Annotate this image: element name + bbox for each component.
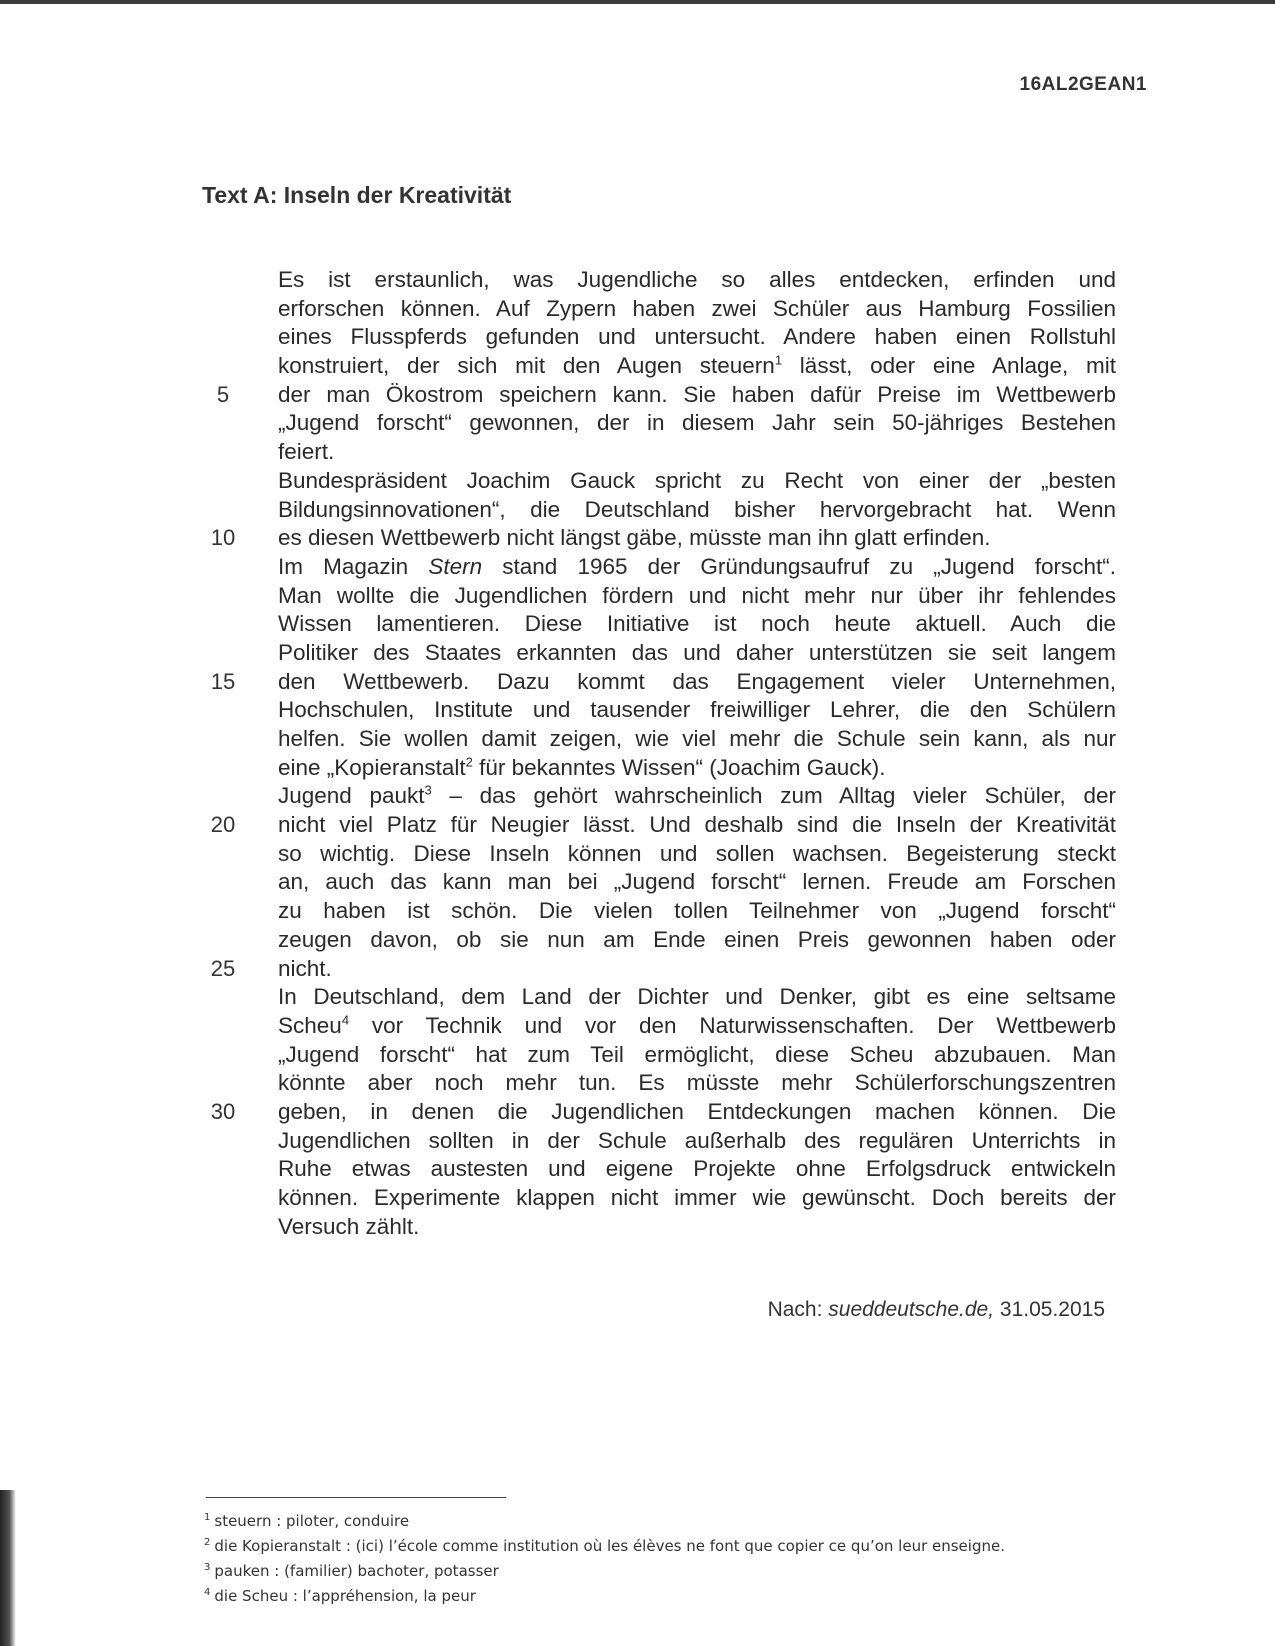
- text-run: zeugen davon, ob sie nun am Ende einen Preis gewonnen haben oder: [278, 926, 1116, 952]
- footnote: [204, 1584, 1154, 1609]
- footnote: [204, 1534, 1154, 1559]
- text-run: „Jugend forscht“ hat zum Teil ermöglicht, diese Scheu abzubauen. Man: [278, 1041, 1116, 1067]
- line-text: [278, 1012, 1116, 1041]
- line-text: [278, 496, 1116, 525]
- line-text: [278, 868, 1116, 897]
- text-run: „Jugend forscht“ gewonnen, der in diesem Jahr sein 50-jähriges Bestehen: [278, 410, 1116, 436]
- line-text: [278, 897, 1116, 926]
- text-line: [198, 582, 1118, 611]
- text-run: helfen. Sie wollen damit zeigen, wie viel mehr die Schule sein kann, als nur: [278, 726, 1116, 751]
- line-text: [278, 553, 1116, 582]
- text-run: nicht viel Platz für Neugier lässt. Und deshalb sind die Inseln der Kreativität: [278, 812, 1116, 838]
- text-line: [198, 1098, 1118, 1127]
- text-line: [198, 1213, 1118, 1242]
- line-text: [278, 610, 1116, 639]
- text-line: [198, 266, 1118, 295]
- text-line: [198, 323, 1118, 352]
- text-run: Versuch zählt.: [278, 1213, 420, 1239]
- article-body: [198, 266, 1118, 1241]
- scan-top-edge: [0, 0, 1275, 4]
- line-text: [278, 295, 1116, 324]
- text-line: [198, 955, 1118, 984]
- footnote: [204, 1559, 1154, 1584]
- text-run: – das gehört wahrscheinlich zum Alltag vieler Schüler, der: [431, 783, 1116, 809]
- text-run: Bundespräsident Joachim Gauck spricht zu Recht von einer der „besten: [278, 467, 1116, 493]
- line-text: [278, 811, 1116, 840]
- text-line: [198, 754, 1118, 783]
- text-line: [198, 811, 1118, 840]
- text-line: [198, 1012, 1118, 1041]
- text-line: [198, 668, 1118, 697]
- source-prefix: Nach:: [767, 1298, 829, 1321]
- footnote-text: die Kopieranstalt : (ici) l’école comme institution où les élèves ne font que copier ce qu’on leur enseigne.: [214, 1537, 1005, 1555]
- text-line: [198, 1069, 1118, 1098]
- text-run: zu haben ist schön. Die vielen tollen Teilnehmer von „Jugend forscht“: [278, 898, 1116, 924]
- line-number: 5: [216, 381, 230, 407]
- text-line: [198, 782, 1118, 811]
- line-text: [278, 266, 1116, 295]
- footnote: [204, 1509, 1154, 1534]
- text-line: [198, 295, 1118, 324]
- text-line: [198, 1155, 1118, 1184]
- text-line: [198, 1041, 1118, 1070]
- footnote-text: die Scheu : l’appréhension, la peur: [214, 1587, 476, 1605]
- text-line: [198, 840, 1118, 869]
- text-line: [198, 696, 1118, 725]
- line-text: [278, 1069, 1116, 1098]
- text-line: [198, 496, 1118, 525]
- text-line: [198, 868, 1118, 897]
- text-line: [198, 524, 1118, 553]
- line-text: [278, 725, 1116, 754]
- text-run: der man Ökostrom speichern kann. Sie haben dafür Preise im Wettbewerb: [278, 381, 1116, 407]
- line-number: 30: [210, 1098, 236, 1124]
- line-text: [278, 955, 1116, 984]
- text-line: [198, 926, 1118, 955]
- text-run: vor Technik und vor den Naturwissenschaften. Der Wettbewerb: [349, 1012, 1116, 1038]
- text-line: [198, 553, 1118, 582]
- text-run: Jugend paukt: [278, 783, 425, 809]
- text-line: [198, 1184, 1118, 1213]
- text-run: konstruiert, der sich mit den Augen steuern: [278, 353, 775, 379]
- line-text: [278, 1041, 1116, 1070]
- line-text: [278, 1098, 1116, 1127]
- line-text: [278, 754, 1116, 783]
- text-run: Man wollte die Jugendlichen fördern und nicht mehr nur über ihr fehlendes: [278, 582, 1116, 608]
- source-site: sueddeutsche.de,: [828, 1298, 995, 1321]
- line-text: [278, 696, 1116, 725]
- text-run: Ruhe etwas austesten und eigene Projekte ohne Erfolgsdruck entwickeln: [278, 1156, 1116, 1182]
- line-text: [278, 639, 1116, 668]
- text-run: Scheu: [278, 1012, 342, 1038]
- text-run: so wichtig. Diese Inseln können und sollen wachsen. Begeisterung steckt: [278, 840, 1116, 866]
- text-run: Hochschulen, Institute und tausender freiwilliger Lehrer, die den Schülern: [278, 697, 1116, 723]
- footnote-ref: 3: [424, 782, 432, 798]
- text-line: [198, 610, 1118, 639]
- footnote-number: 2: [204, 1537, 211, 1548]
- text-line: [198, 409, 1118, 438]
- line-text: [278, 381, 1116, 410]
- source-date: 31.05.2015: [994, 1298, 1105, 1321]
- source-citation: [768, 1298, 1105, 1322]
- text-line: [198, 438, 1118, 467]
- text-run: nicht.: [278, 955, 332, 981]
- line-text: [278, 1127, 1116, 1156]
- text-run: könnte aber noch mehr tun. Es müsste mehr Schülerforschungszentren: [278, 1070, 1116, 1096]
- footnote-number: 1: [204, 1512, 211, 1523]
- text-line: [198, 381, 1118, 410]
- text-line: [198, 725, 1118, 754]
- text-run: an, auch das kann man bei „Jugend forscht“ lernen. Freude am Forschen: [278, 869, 1116, 895]
- text-run: Im Magazin: [278, 553, 429, 579]
- footnote-text: steuern : piloter, conduire: [214, 1512, 410, 1530]
- text-line: [198, 467, 1118, 496]
- document-code: 16AL2GEAN1: [1019, 74, 1147, 95]
- line-number: 25: [210, 955, 236, 981]
- line-text: [278, 1213, 1116, 1242]
- line-text: [278, 467, 1116, 496]
- text-line: [198, 639, 1118, 668]
- line-number: 15: [210, 668, 236, 694]
- line-number: 20: [210, 812, 236, 838]
- text-run: feiert.: [278, 439, 335, 465]
- text-run: es diesen Wettbewerb nicht längst gäbe, müsste man ihn glatt erfinden.: [278, 525, 991, 551]
- text-run: eine „Kopieranstalt: [278, 754, 466, 780]
- footnote-ref: 1: [774, 352, 783, 368]
- footnote-divider: [206, 1497, 506, 1498]
- text-run: können. Experimente klappen nicht immer wie gewünscht. Doch bereits der: [278, 1185, 1116, 1210]
- line-text: [278, 782, 1116, 811]
- text-run: Politiker des Staates erkannten das und daher unterstützen sie seit langem: [278, 639, 1116, 665]
- text-run: lässt, oder eine Anlage, mit: [782, 353, 1116, 379]
- line-text: [278, 926, 1116, 955]
- text-run: Bildungsinnovationen“, die Deutschland bisher hervorgebracht hat. Wenn: [278, 496, 1116, 522]
- text-run: den Wettbewerb. Dazu kommt das Engagement vieler Unternehmen,: [278, 668, 1116, 694]
- line-text: [278, 840, 1116, 869]
- line-text: [278, 582, 1116, 611]
- text-run: erforschen können. Auf Zypern haben zwei Schüler aus Hamburg Fossilien: [278, 295, 1116, 321]
- line-text: [278, 438, 1116, 467]
- line-text: [278, 409, 1116, 438]
- text-run: eines Flusspferds gefunden und untersucht. Andere haben einen Rollstuhl: [278, 324, 1116, 350]
- footnote-ref: 4: [341, 1012, 350, 1028]
- text-line: [198, 897, 1118, 926]
- line-text: [278, 1155, 1116, 1184]
- line-text: [278, 352, 1116, 381]
- line-text: [278, 668, 1116, 697]
- line-text: [278, 524, 1116, 553]
- line-text: [278, 983, 1116, 1012]
- text-run: geben, in denen die Jugendlichen Entdeckungen machen können. Die: [278, 1098, 1116, 1124]
- footnote-number: 4: [204, 1587, 211, 1598]
- page-title: Text A: Inseln der Kreativität: [202, 182, 512, 208]
- text-run: für bekanntes Wissen“ (Joachim Gauck).: [472, 754, 886, 780]
- footnote-ref: 2: [465, 754, 473, 770]
- footnotes: [204, 1509, 1154, 1609]
- text-line: [198, 352, 1118, 381]
- line-number: 10: [210, 525, 236, 551]
- text-line: [198, 983, 1118, 1012]
- line-text: [278, 1184, 1116, 1213]
- scan-shadow: [0, 1490, 16, 1646]
- text-run: In Deutschland, dem Land der Dichter und Denker, gibt es eine seltsame: [278, 984, 1116, 1010]
- text-run: stand 1965 der Gründungsaufruf zu „Jugend forscht“.: [482, 553, 1116, 579]
- footnote-text: pauken : (familier) bachoter, potasser: [214, 1562, 499, 1580]
- text-run: Wissen lamentieren. Diese Initiative ist noch heute aktuell. Auch die: [278, 611, 1116, 637]
- text-run: Jugendlichen sollten in der Schule außerhalb des regulären Unterrichts in: [278, 1127, 1116, 1153]
- text-run: Es ist erstaunlich, was Jugendliche so alles entdecken, erfinden und: [278, 267, 1116, 292]
- line-text: [278, 323, 1116, 352]
- text-line: [198, 1127, 1118, 1156]
- footnote-number: 3: [204, 1562, 211, 1573]
- italic-text: Stern: [428, 553, 483, 579]
